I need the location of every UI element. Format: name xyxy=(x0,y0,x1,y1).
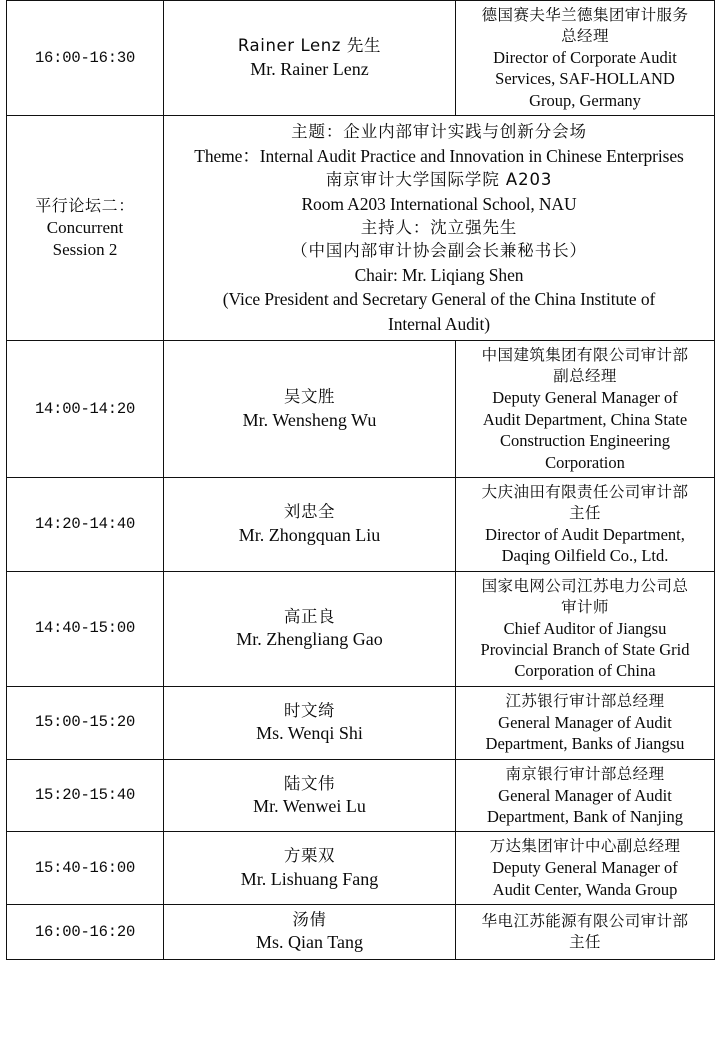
text-line-en: Deputy General Manager of xyxy=(492,388,678,408)
time-cell xyxy=(7,341,164,478)
text-line-cn: 主持人：沈立强先生 xyxy=(360,218,518,237)
text-line-en: Daqing Oilfield Co., Ltd. xyxy=(501,546,669,566)
text-line-cn: 高正良 xyxy=(283,606,336,626)
speaker-cell xyxy=(164,477,456,571)
text-line-cn: 华电江苏能源有限公司审计部 xyxy=(481,912,689,931)
table-row xyxy=(7,905,715,960)
time-cell xyxy=(7,477,164,571)
text-line-en: Chief Auditor of Jiangsu xyxy=(503,618,667,638)
position-cell xyxy=(456,477,715,571)
text-line-en: Director of Corporate Audit xyxy=(493,47,677,67)
text-line-en: General Manager of Audit xyxy=(498,785,672,805)
time-value: 15:20-15:40 xyxy=(34,786,136,805)
time-value: 14:20-14:40 xyxy=(34,514,136,533)
speaker-cell xyxy=(164,341,456,478)
time-value: 15:00-15:20 xyxy=(34,713,136,732)
table-row xyxy=(7,477,715,571)
position-cell xyxy=(456,341,715,478)
text-line-cn: 陆文伟 xyxy=(283,773,336,793)
text-line-en: Concurrent xyxy=(46,217,124,237)
position-cell xyxy=(456,686,715,759)
text-line-en: General Manager of Audit xyxy=(498,712,672,732)
text-line-en: Mr. Zhengliang Gao xyxy=(236,629,383,650)
text-line-en: Services, SAF-HOLLAND xyxy=(495,69,675,89)
text-line-en: Mr. Wenwei Lu xyxy=(253,795,366,816)
time-value: 14:00-14:20 xyxy=(34,399,136,418)
position-cell xyxy=(456,1,715,116)
text-line-cn: 时文绮 xyxy=(283,700,336,720)
position-cell xyxy=(456,832,715,905)
text-line-en: Internal Audit) xyxy=(387,313,490,334)
text-line-cn: 主题：企业内部审计实践与创新分会场 xyxy=(291,122,587,142)
text-line-cn: 德国赛夫华兰德集团审计服务 xyxy=(481,6,689,24)
text-line-en: Mr. Wensheng Wu xyxy=(242,409,377,430)
speaker-cell xyxy=(164,1,456,116)
table-row xyxy=(7,832,715,905)
text-line-cn: 汤倩 xyxy=(292,910,327,930)
text-line-en: Mr. Rainer Lenz xyxy=(250,58,369,79)
text-line-cn: 南京银行审计部总经理 xyxy=(505,764,665,783)
text-line-cn: 平行论坛二： xyxy=(35,196,135,216)
text-line-cn: 国家电网公司江苏电力公司总 xyxy=(481,576,689,595)
text-line-cn: 审计师 xyxy=(561,597,609,616)
position-cell xyxy=(456,905,715,960)
text-line-en: Session 2 xyxy=(52,240,118,260)
text-line-en: Mr. Zhongquan Liu xyxy=(238,524,381,545)
speaker-cell xyxy=(164,832,456,905)
text-line-en: Ms. Wenqi Shi xyxy=(256,723,363,744)
text-line-cn: 中国建筑集团有限公司审计部 xyxy=(481,346,689,365)
text-line-en: Provincial Branch of State Grid xyxy=(480,639,690,659)
text-line-en: Chair: Mr. Liqiang Shen xyxy=(354,264,524,285)
text-line-en: Audit Department, China State xyxy=(482,409,688,429)
text-line-cn: （中国内部审计协会副会长兼秘书长） xyxy=(291,241,587,261)
position-cell xyxy=(456,571,715,686)
text-line-cn: 大庆油田有限责任公司审计部 xyxy=(481,482,689,501)
table-row xyxy=(7,686,715,759)
text-line-en: Director of Audit Department, xyxy=(485,524,685,544)
speaker-cell xyxy=(164,686,456,759)
text-line-en: Room A203 International School, NAU xyxy=(301,193,577,214)
time-cell xyxy=(7,571,164,686)
time-value: 16:00-16:20 xyxy=(34,922,136,941)
text-line-cn: 刘忠全 xyxy=(283,502,336,522)
text-line-cn: 南京审计大学国际学院 A203 xyxy=(325,170,553,190)
text-line-en: Theme：Internal Audit Practice and Innovation in Chinese Enterprises xyxy=(194,145,684,166)
position-cell xyxy=(456,759,715,832)
text-line-cn: Rainer Lenz 先生 xyxy=(237,36,382,56)
text-line-cn: 主任 xyxy=(569,933,601,952)
table-row xyxy=(7,571,715,686)
agenda-table xyxy=(6,0,715,960)
agenda-table-body xyxy=(7,1,715,960)
speaker-cell xyxy=(164,905,456,960)
text-line-en: Audit Center, Wanda Group xyxy=(492,879,678,899)
text-line-cn: 主任 xyxy=(569,503,601,522)
time-cell xyxy=(7,1,164,116)
text-line-en: (Vice President and Secretary General of the China Institute of xyxy=(222,289,656,310)
speaker-cell xyxy=(164,759,456,832)
time-cell xyxy=(7,686,164,759)
text-line-en: Ms. Qian Tang xyxy=(256,932,363,953)
text-line-cn: 万达集团审计中心副总经理 xyxy=(489,837,681,856)
text-line-en: Deputy General Manager of xyxy=(492,858,678,878)
time-value: 15:40-16:00 xyxy=(34,858,136,877)
time-cell xyxy=(7,759,164,832)
text-line-cn: 江苏银行审计部总经理 xyxy=(505,691,665,710)
session-details-cell xyxy=(164,116,715,341)
text-line-en: Mr. Lishuang Fang xyxy=(240,868,379,889)
time-value: 16:00-16:30 xyxy=(34,48,136,67)
text-line-cn: 方栗双 xyxy=(283,846,336,866)
time-cell xyxy=(7,905,164,960)
speaker-cell xyxy=(164,571,456,686)
table-row xyxy=(7,341,715,478)
time-value: 14:40-15:00 xyxy=(34,619,136,638)
text-line-en: Construction Engineering xyxy=(499,431,670,451)
text-line-cn: 吴文胜 xyxy=(283,387,336,407)
table-row xyxy=(7,759,715,832)
text-line-en: Group, Germany xyxy=(529,90,641,110)
text-line-cn: 副总经理 xyxy=(553,367,617,386)
text-line-en: Corporation xyxy=(545,452,625,472)
text-line-en: Department, Banks of Jiangsu xyxy=(485,734,685,754)
text-line-en: Corporation of China xyxy=(514,661,656,681)
text-line-cn: 总经理 xyxy=(561,26,609,45)
table-row xyxy=(7,1,715,116)
table-row xyxy=(7,116,715,341)
text-line-en: Department, Bank of Nanjing xyxy=(486,806,684,826)
time-cell xyxy=(7,832,164,905)
session-label-cell xyxy=(7,116,164,341)
